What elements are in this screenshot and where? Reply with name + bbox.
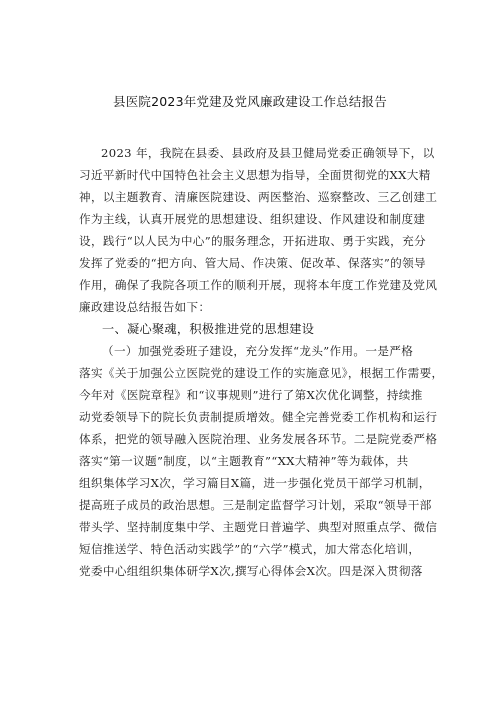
body-line-5: 体系，把党的领导融入医院治理、业务发展各环节。二是院党委严格 (79, 432, 438, 446)
intro-line-1: 2023 年，我院在县委、县政府及县卫健局党委正确领导下，以 (101, 146, 435, 160)
body-line-9: 带头学、坚持制度集中学、主题党日普遍学、典型对照重点学、微信 (79, 520, 438, 534)
body-line-10: 短信推送学、特色活动实践学”的“六学”模式，加大常态化培训， (79, 542, 421, 556)
body-line-2: 落实《关于加强公立医院党的建设工作的实施意见》，根据工作需要， (79, 366, 444, 380)
body-line-7: 组织集体学习X次，学习篇目X篇，进一步强化党员干部学习机制， (79, 476, 431, 490)
intro-line-6: 发挥了党委的“把方向、管大局、作决策、促改革、保落实”的领导 (79, 256, 426, 270)
intro-line-4: 作为主线，认真开展党的思想建设、组织建设、作风建设和制度建 (79, 212, 426, 226)
intro-line-7: 作用，确保了我院各项工作的顺利开展，现将本年度工作党建及党风 (79, 278, 438, 292)
document-title: 县医院2023年党建及党风廉政建设工作总结报告 (113, 94, 387, 109)
body-line-1: （一）加强党委班子建设，充分发挥“龙头”作用。一是严格 (102, 344, 414, 358)
body-line-3: 今年对《医院章程》和“议事规则”进行了第X次优化调整，持续推 (79, 388, 423, 402)
intro-line-5: 设，践行“以人民为中心”的服务理念，开拓进取、勇于实践，充分 (79, 234, 426, 248)
intro-line-2: 习近平新时代中国特色社会主义思想为指导，全面贯彻党的XX大精 (79, 168, 431, 182)
section-heading: 一、凝心聚魂，积极推进党的思想建设 (102, 322, 315, 336)
intro-line-8: 廉政建设总结报告如下： (79, 300, 211, 314)
body-line-6: 落实“第一议题”制度，以“主题教育”“XX大精神”等为载体，共 (79, 454, 409, 468)
body-line-4: 动党委领导下的院长负责制提质增效。健全完善党委工作机构和运行 (79, 410, 438, 424)
intro-line-3: 神，以主题教育、清廉医院建设、两医整治、巡察整改、三乙创建工 (79, 190, 438, 204)
body-line-8: 提高班子成员的政治思想。三是制定监督学习计划，采取“领导干部 (79, 498, 432, 512)
body-line-11: 党委中心组组织集体研学X次,撰写心得体会X次。四是深入贯彻落 (79, 564, 423, 578)
